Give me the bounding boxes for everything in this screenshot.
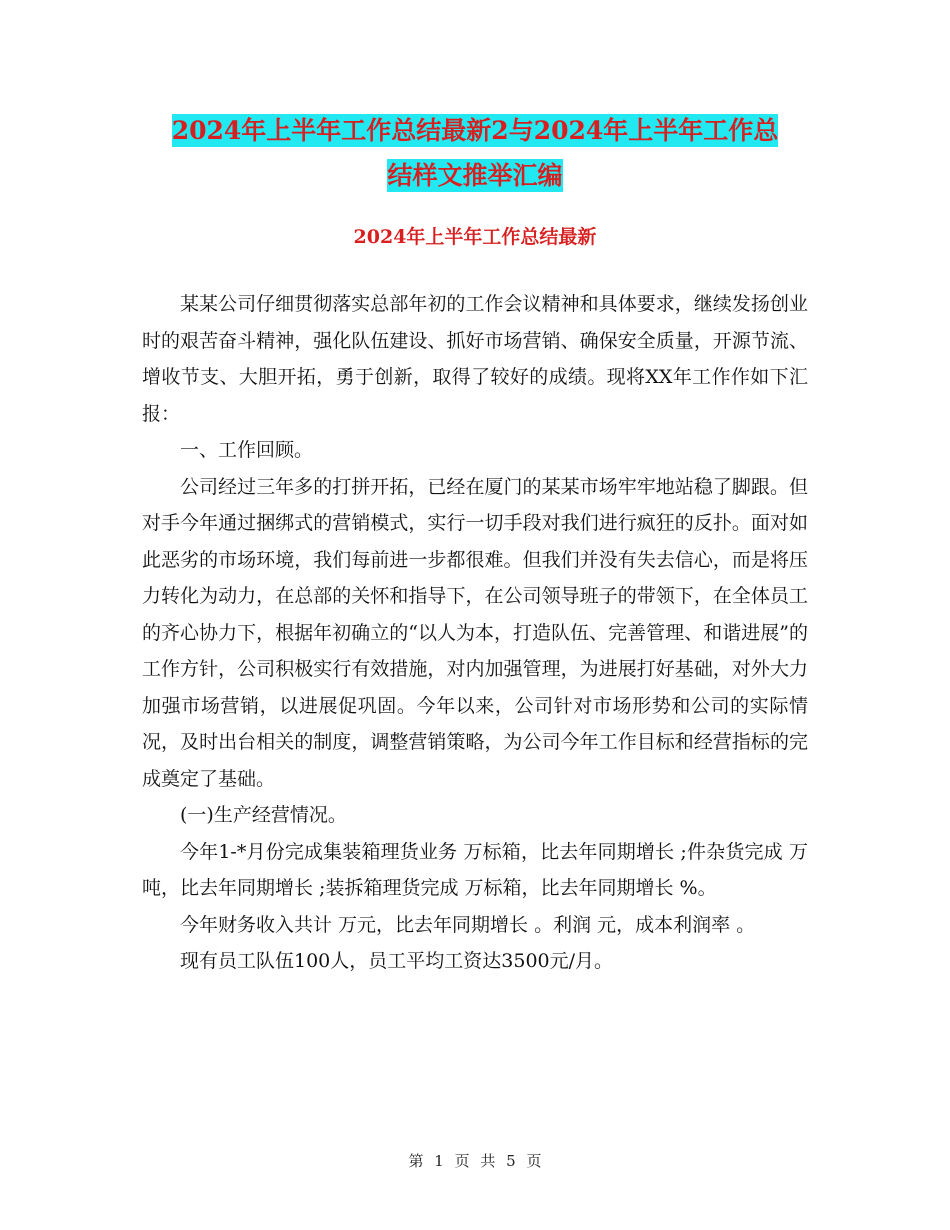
- paragraph-finance: 今年财务收入共计 万元，比去年同期增长 。利润 元，成本利润率 。: [180, 913, 756, 936]
- paragraph-production: 今年1-*月份完成集装箱理货业务 万标箱，比去年同期增长 ;件杂货完成 万吨，比去年同期增长 ;装拆箱理货完成 万标箱，比去年同期增长 %。: [142, 840, 808, 899]
- document-body: [142, 286, 808, 980]
- heading-production: (一)生产经营情况。: [180, 804, 347, 826]
- title-line-1: 2024年上半年工作总结最新2与2024年上半年工作总: [171, 116, 779, 145]
- document-title: [0, 108, 950, 198]
- paragraph-intro: 某某公司仔细贯彻落实总部年初的工作会议精神和具体要求，继续发扬创业时的艰苦奋斗精神，强化队伍建设、抓好市场营销、确保安全质量，开源节流、增收节支、大胆开拓，勇于创新，取得了较好的成绩。现将XX年工作作如下汇报：: [142, 293, 808, 425]
- paragraph-staff: 现有员工队伍100人，员工平均工资达3500元/月。: [180, 950, 614, 972]
- heading-work-review: 一、工作回顾。: [180, 439, 314, 461]
- title-line-2: 结样文推举汇编: [387, 161, 563, 190]
- section-title: 2024年上半年工作总结最新: [353, 226, 597, 248]
- page-footer: 第 1 页 共 5 页: [408, 1152, 542, 1170]
- paragraph-review: 公司经过三年多的打拼开拓，已经在厦门的某某市场牢牢地站稳了脚跟。但对手今年通过捆绑式的营销模式，实行一切手段对我们进行疯狂的反扑。面对如此恶劣的市场环境，我们每前进一步都很难。但我们并没有失去信心，而是将压力转化为动力，在总部的关怀和指导下，在公司领导班子的带领下，在全体员工的齐心协力下，根据年初确立的“以人为本，打造队伍、完善管理、和谐进展”的工作方针，公司积极实行有效措施，对内加强管理，为进展打好基础，对外大力加强市场营销，以进展促巩固。今年以来，公司针对市场形势和公司的实际情况，及时出台相关的制度，调整营销策略，为公司今年工作目标和经营指标的完成奠定了基础。: [142, 475, 808, 790]
